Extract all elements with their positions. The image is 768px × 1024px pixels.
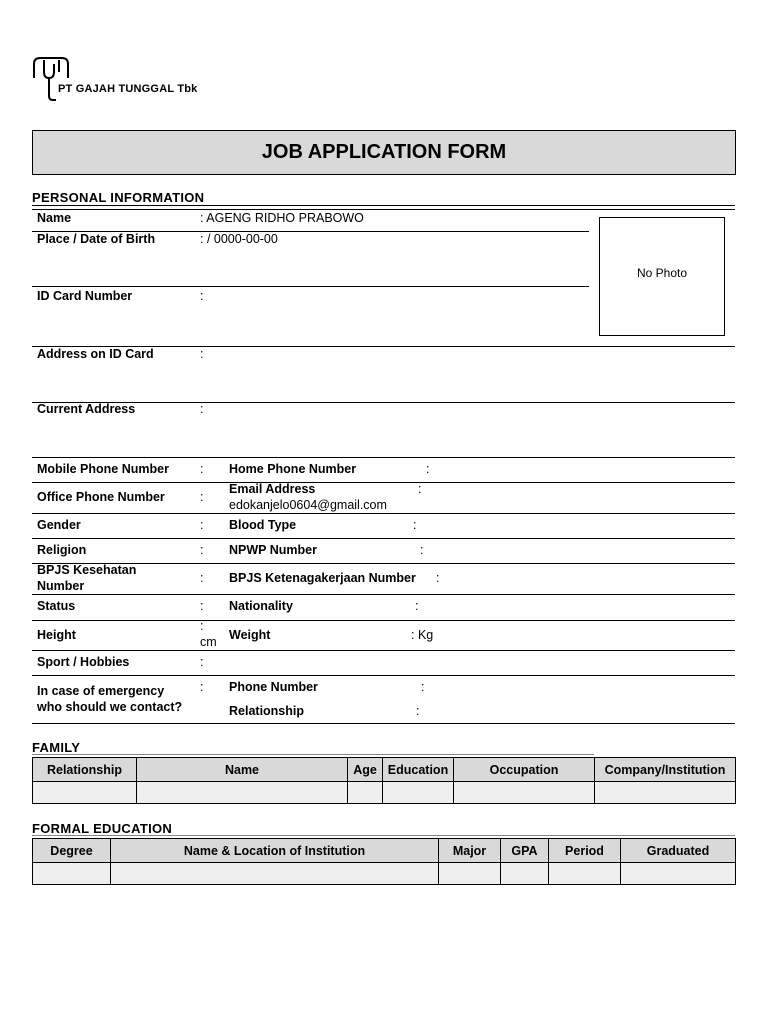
divider [32,482,735,483]
photo-box [599,217,725,336]
office-phone-label: Office Phone Number [37,490,165,504]
emergency-colon: : [200,680,204,694]
table-header-row [33,839,736,863]
table-cell[interactable] [595,782,736,804]
company-name: PT GAJAH TUNGGAL Tbk [58,83,198,95]
religion-label: Religion [37,543,87,557]
sport-value[interactable]: : [200,655,204,669]
weight-value[interactable]: : Kg [411,628,434,642]
table-cell[interactable] [501,863,549,885]
divider [32,563,735,564]
id-card-label: ID Card Number [37,289,133,303]
npwp-label: NPWP Number [229,543,317,557]
bpjs-tk-value[interactable]: : [436,571,440,585]
nationality-value[interactable]: : [415,599,419,613]
column-header: Name & Location of Institution [111,839,439,863]
column-header: Company/Institution [595,758,736,782]
divider [32,402,735,403]
table-row [33,782,736,804]
email-label: Email Address [229,482,316,496]
nationality-label: Nationality [229,599,293,613]
divider [32,594,735,595]
current-address-label: Current Address [37,402,136,416]
column-header: Relationship [33,758,137,782]
table-cell[interactable] [439,863,501,885]
bpjs-kesehatan-value[interactable]: : [200,571,204,585]
mobile-label: Mobile Phone Number [37,462,169,476]
table-cell[interactable] [33,782,137,804]
blood-type-label: Blood Type [229,518,297,532]
photo-placeholder: No Photo [636,266,688,280]
phone-value[interactable]: : [421,680,425,694]
column-header: Major [439,839,501,863]
table-cell[interactable] [137,782,348,804]
divider [32,754,594,755]
column-header: Age [348,758,383,782]
column-header: Graduated [621,839,736,863]
divider [32,205,735,210]
height-unit[interactable]: cm [200,635,217,649]
blood-type-value[interactable]: : [413,518,417,532]
bpjs-kesehatan-label-2: Number [37,579,85,593]
bpjs-tk-label: BPJS Ketenagakerjaan Number [229,571,416,585]
address-id-label: Address on ID Card [37,347,154,361]
form-title: JOB APPLICATION FORM [261,141,507,163]
column-header: GPA [501,839,549,863]
height-label: Height [37,628,76,642]
gender-value[interactable]: : [200,518,204,532]
table-cell[interactable] [33,863,111,885]
height-colon: : [200,619,204,633]
column-header: Degree [33,839,111,863]
elephant-logo-icon [32,56,76,102]
divider [32,538,735,539]
relationship-value[interactable]: : [416,704,420,718]
birth-value[interactable]: : / 0000-00-00 [200,232,278,246]
column-header: Occupation [454,758,595,782]
gender-label: Gender [37,518,81,532]
company-logo [32,56,232,102]
home-phone-label: Home Phone Number [229,462,357,476]
emergency-label-2: who should we contact? [37,700,183,714]
table-cell[interactable] [621,863,736,885]
divider [32,457,735,458]
id-card-value[interactable]: : [200,289,204,303]
table-row [33,863,736,885]
home-phone-value[interactable]: : [426,462,430,476]
name-label: Name [37,211,72,225]
divider [32,835,735,836]
family-section-title: FAMILY [32,740,81,755]
table-cell[interactable] [454,782,595,804]
divider [32,286,589,287]
education-section-title: FORMAL EDUCATION [32,821,173,836]
column-header: Period [549,839,621,863]
family-table [32,757,736,804]
address-id-value[interactable]: : [200,347,204,361]
divider [32,723,735,724]
divider [32,675,735,676]
sport-label: Sport / Hobbies [37,655,130,669]
mobile-value[interactable]: : [200,462,204,476]
table-cell[interactable] [111,863,439,885]
table-header-row [33,758,736,782]
email-value[interactable]: edokanjelo0604@gmail.com [229,498,387,512]
table-cell[interactable] [383,782,454,804]
npwp-value[interactable]: : [420,543,424,557]
form-title-box [32,130,736,175]
current-address-value[interactable]: : [200,402,204,416]
relationship-label: Relationship [229,704,305,718]
column-header: Name [137,758,348,782]
personal-section-title: PERSONAL INFORMATION [32,190,205,205]
religion-value[interactable]: : [200,543,204,557]
email-colon: : [418,482,422,496]
office-phone-value[interactable]: : [200,490,204,504]
weight-label: Weight [229,628,271,642]
bpjs-kesehatan-label: BPJS Kesehatan [37,563,137,577]
name-value[interactable]: : AGENG RIDHO PRABOWO [200,211,364,225]
status-label: Status [37,599,76,613]
column-header: Education [383,758,454,782]
education-table [32,838,736,885]
emergency-label: In case of emergency [37,684,165,698]
divider [32,513,735,514]
table-cell[interactable] [348,782,383,804]
divider [32,650,735,651]
phone-label: Phone Number [229,680,318,694]
divider [32,620,735,621]
table-cell[interactable] [549,863,621,885]
birth-label: Place / Date of Birth [37,232,156,246]
status-value[interactable]: : [200,599,204,613]
